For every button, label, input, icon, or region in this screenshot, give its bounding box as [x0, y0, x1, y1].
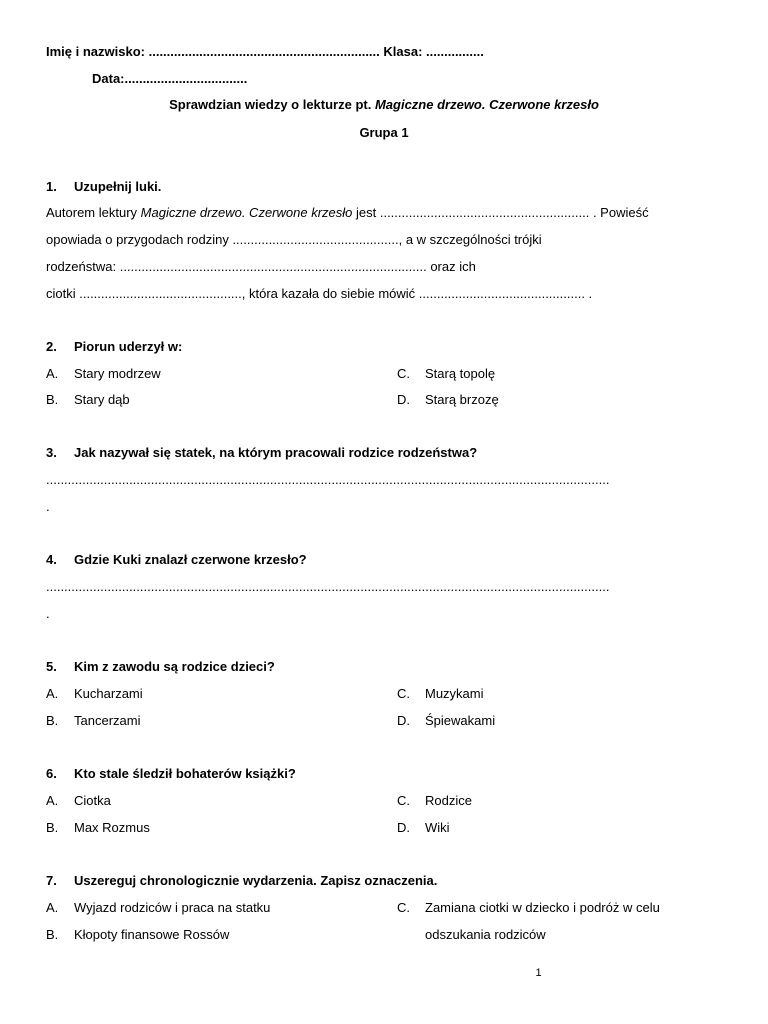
q7-option-a: Wyjazd rodziców i praca na statku [74, 900, 271, 915]
q6-prompt: Kto stale śledził bohaterów książki? [74, 766, 296, 781]
q7-option-b-letter: B. [46, 927, 59, 942]
q7-option-c-line2: odszukania rodziców [425, 927, 546, 942]
q2-option-a[interactable]: Stary modrzew [74, 366, 161, 381]
q7-option-c-letter: C. [397, 900, 410, 915]
q3-answer-end: . [46, 499, 50, 514]
class-blank[interactable]: ................ [426, 44, 484, 59]
q6-option-b-letter[interactable]: B. [46, 820, 59, 835]
q5-option-b[interactable]: Tancerzami [74, 713, 141, 728]
header-date-line [92, 71, 247, 86]
q7-option-c: Zamiana ciotki w dziecko i podróż w celu [425, 900, 660, 915]
page-number: 1 [535, 967, 542, 979]
title-prefix: Sprawdzian wiedzy o lekturze pt. [169, 97, 372, 112]
q2-option-d-letter[interactable]: D. [397, 392, 410, 407]
q5-option-d-letter[interactable]: D. [397, 713, 410, 728]
q4-answer-end: . [46, 606, 50, 621]
q1-line1-book: Magiczne drzewo. Czerwone krzesło [140, 205, 353, 220]
q5-prompt: Kim z zawodu są rodzice dzieci? [74, 659, 275, 674]
title-book: Magiczne drzewo. Czerwone krzesło [374, 97, 599, 112]
q6-option-a[interactable]: Ciotka [74, 793, 111, 808]
q1-line-1[interactable] [46, 205, 649, 220]
q2-number: 2. [46, 339, 57, 354]
q2-option-b[interactable]: Stary dąb [74, 392, 130, 407]
q5-option-d[interactable]: Śpiewakami [425, 713, 496, 728]
class-label: Klasa: [383, 44, 423, 59]
q6-option-b[interactable]: Max Rozmus [74, 820, 150, 835]
q3-prompt: Jak nazywał się statek, na którym pracowali rodzice rodzeństwa? [74, 445, 478, 460]
q5-option-a-letter[interactable]: A. [46, 686, 59, 701]
q6-option-c[interactable]: Rodzice [425, 793, 472, 808]
q1-number: 1. [46, 179, 57, 194]
name-blank[interactable]: ................................................................ [148, 44, 380, 59]
q4-number: 4. [46, 552, 57, 567]
q1-line-4[interactable]: ciotki ............................................., która kazała do siebie mówić .............................................. . [46, 286, 593, 301]
q6-option-d[interactable]: Wiki [425, 820, 450, 835]
header-name-line [46, 44, 484, 59]
q1-line-3[interactable]: rodzeństwa: ..................................................................................... oraz ich [46, 259, 476, 274]
q1-line1-a: Autorem lektury [46, 205, 138, 220]
q7-number: 7. [46, 873, 57, 888]
name-label: Imię i nazwisko: [46, 44, 145, 59]
q2-option-d[interactable]: Starą brzozę [425, 392, 499, 407]
date-label: Data: [92, 71, 125, 86]
date-blank[interactable]: .................................. [124, 71, 248, 86]
q5-option-a[interactable]: Kucharzami [74, 686, 143, 701]
q7-option-a-letter: A. [46, 900, 59, 915]
q6-number: 6. [46, 766, 57, 781]
q3-answer-line[interactable]: ............................................................................................................................................................ [46, 472, 610, 487]
q5-option-c[interactable]: Muzykami [425, 686, 484, 701]
group-label: Grupa 1 [359, 125, 409, 140]
q7-prompt: Uszereguj chronologicznie wydarzenia. Zapisz oznaczenia. [74, 873, 438, 888]
q2-option-c-letter[interactable]: C. [397, 366, 410, 381]
q5-option-c-letter[interactable]: C. [397, 686, 410, 701]
q6-option-a-letter[interactable]: A. [46, 793, 59, 808]
q3-number: 3. [46, 445, 57, 460]
q2-prompt: Piorun uderzył w: [74, 339, 183, 354]
q1-line1-b: jest .......................................................... . Powieść [356, 205, 649, 220]
q4-prompt: Gdzie Kuki znalazł czerwone krzesło? [74, 552, 307, 567]
q1-line-2[interactable]: opowiada o przygodach rodziny .............................................., a w szczególności trójki [46, 232, 542, 247]
q6-option-d-letter[interactable]: D. [397, 820, 410, 835]
page-title [0, 97, 768, 112]
q4-answer-line[interactable]: ............................................................................................................................................................ [46, 579, 610, 594]
q6-option-c-letter[interactable]: C. [397, 793, 410, 808]
q2-option-b-letter[interactable]: B. [46, 392, 59, 407]
q2-option-c[interactable]: Starą topolę [425, 366, 496, 381]
q7-option-b: Kłopoty finansowe Rossów [74, 927, 230, 942]
q5-number: 5. [46, 659, 57, 674]
q1-prompt: Uzupełnij luki. [74, 179, 162, 194]
q5-option-b-letter[interactable]: B. [46, 713, 59, 728]
q2-option-a-letter[interactable]: A. [46, 366, 59, 381]
